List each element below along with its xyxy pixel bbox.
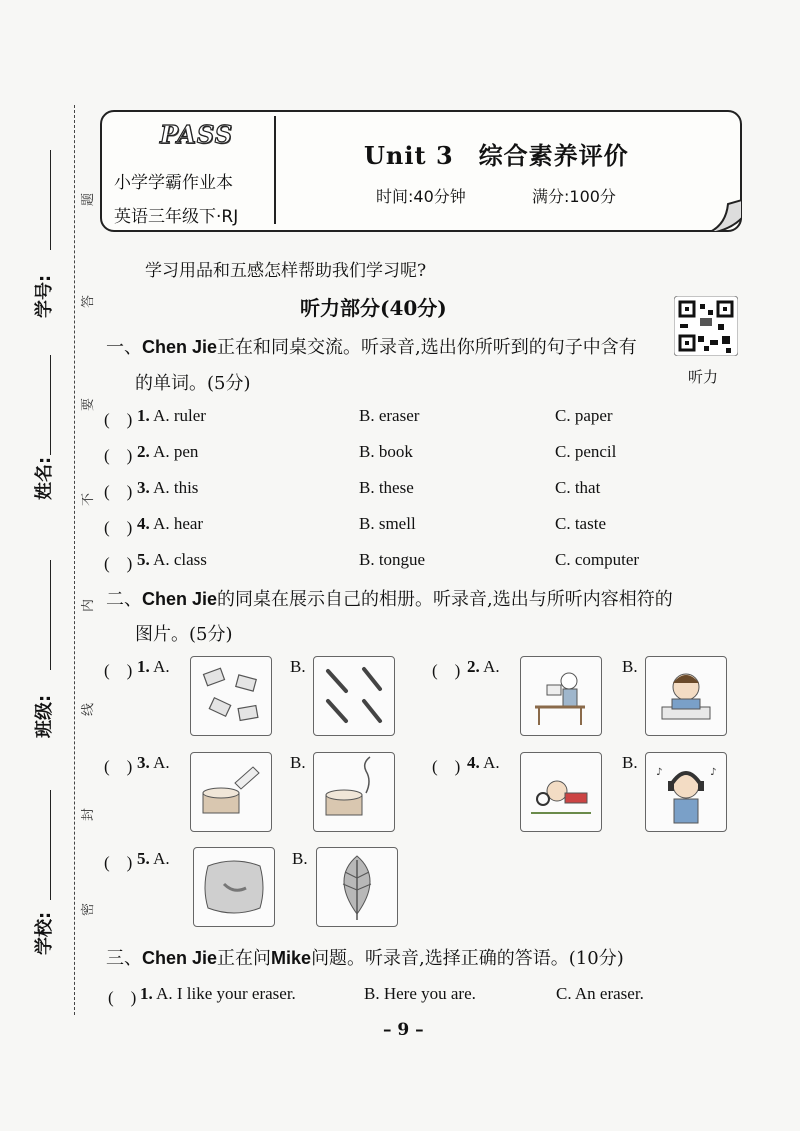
option-row-3	[137, 478, 198, 498]
boy-reading-picture[interactable]	[520, 656, 602, 736]
section1-name: Chen Jie	[142, 337, 218, 357]
page-curl-icon	[706, 198, 742, 232]
section3-name: Chen Jie	[142, 948, 218, 968]
section3-title	[106, 944, 624, 970]
listening-part-title: 听力部分(40分)	[300, 296, 447, 320]
seal-char: 要	[81, 397, 97, 412]
section3-number: 三、	[106, 948, 142, 969]
school-line	[50, 790, 51, 900]
option-c[interactable]: C. that	[555, 478, 601, 497]
section2-title	[106, 585, 673, 611]
option-row-2	[137, 442, 198, 462]
picture-question-4: 4. A.	[467, 753, 500, 772]
option-a: A. class	[153, 550, 207, 569]
section1-text: 正在和同桌交流。听录音,选出你所听到的句子中含有	[217, 337, 637, 358]
leaf-picture[interactable]	[316, 847, 398, 927]
page-title: Unit 3 综合素养评价	[364, 141, 629, 170]
option-a: A. this	[153, 478, 199, 497]
option-c[interactable]: C. computer	[555, 550, 640, 569]
dialog-question-1	[140, 984, 296, 1004]
option-row-1	[137, 406, 206, 426]
option-c[interactable]: C. paper	[555, 406, 613, 425]
boy-magnifier-picture[interactable]	[520, 752, 602, 832]
seal-char: 答	[81, 294, 97, 309]
qr-label: 听力	[688, 368, 719, 386]
choice-b-label: B.	[622, 657, 638, 676]
picture-question-1: 1. A.	[137, 657, 170, 676]
answer-blank[interactable]: ( )	[104, 482, 133, 501]
intro-question: 学习用品和五感怎样帮助我们学习呢?	[145, 261, 427, 281]
answer-blank[interactable]: ( )	[104, 661, 133, 680]
answer-blank[interactable]: ( )	[104, 853, 133, 872]
full-score: 满分:100分	[532, 187, 616, 206]
option-b[interactable]: B. tongue	[359, 550, 426, 569]
student-id-line	[50, 150, 51, 250]
choice-b-label: B.	[290, 753, 306, 772]
answer-blank[interactable]: ( )	[432, 757, 461, 776]
question-number: 1.	[137, 406, 150, 425]
question-number: 3.	[137, 478, 150, 497]
header-divider	[274, 116, 276, 224]
seal-char: 密	[81, 902, 97, 917]
cake-smell-picture[interactable]	[313, 752, 395, 832]
answer-blank[interactable]: ( )	[108, 988, 137, 1007]
section2-text: 的同桌在展示自己的相册。听录音,选出与所听内容相符的	[217, 589, 673, 610]
qr-code-icon[interactable]	[674, 296, 738, 356]
option-row-4	[137, 514, 203, 534]
pass-logo: PASS	[160, 120, 234, 149]
seal-char: 不	[81, 492, 97, 507]
picture-question-5: 5. A.	[137, 849, 170, 868]
svg-text:♪: ♪	[656, 767, 663, 778]
boy-writing-picture[interactable]	[645, 656, 727, 736]
picture-question-3: 3. A.	[137, 753, 170, 772]
seal-char: 封	[81, 807, 97, 822]
option-b[interactable]: B. these	[359, 478, 414, 497]
question-number: 5.	[137, 550, 150, 569]
option-b[interactable]: B. book	[359, 442, 413, 461]
section3-text: 正在问	[217, 948, 272, 969]
choice-b-label: B.	[290, 657, 306, 676]
question-number: 2.	[137, 442, 150, 461]
cake-taste-picture[interactable]	[190, 752, 272, 832]
section3-name-2: Mike	[271, 948, 312, 968]
class-label: 班级:	[34, 694, 55, 738]
series-name: 小学学霸作业本	[114, 173, 233, 193]
class-line	[50, 560, 51, 670]
student-id-label: 学号:	[34, 274, 55, 318]
option-row-5	[137, 550, 207, 570]
seal-char: 题	[81, 192, 97, 207]
choice-b-label: B.	[622, 753, 638, 772]
answer-blank[interactable]: ( )	[104, 410, 133, 429]
option-c[interactable]: C. An eraser.	[556, 984, 644, 1003]
question-number: 1.	[140, 984, 153, 1003]
answer-blank[interactable]: ( )	[432, 661, 461, 680]
choice-b-label: B.	[292, 849, 308, 868]
school-label: 学校:	[34, 911, 55, 955]
option-c[interactable]: C. taste	[555, 514, 606, 533]
option-a: A. pen	[153, 442, 199, 461]
section2-number: 二、	[106, 589, 142, 610]
name-label: 姓名:	[34, 456, 55, 500]
option-c[interactable]: C. pencil	[555, 442, 617, 461]
seal-char: 内	[81, 598, 97, 613]
section2-name: Chen Jie	[142, 589, 218, 609]
erasers-picture[interactable]	[190, 656, 272, 736]
section1-title-cont: 的单词。(5分)	[135, 373, 251, 394]
section3-text-2: 问题。听录音,选择正确的答语。(10分)	[311, 948, 624, 969]
option-b[interactable]: B. Here you are.	[364, 984, 476, 1003]
grade-label: 英语三年级下·RJ	[114, 207, 239, 227]
answer-blank[interactable]: ( )	[104, 554, 133, 573]
time-limit: 时间:40分钟	[376, 187, 466, 206]
section2-title-cont: 图片。(5分)	[135, 624, 233, 645]
page-number: – 9 –	[383, 1020, 424, 1040]
svg-text:♪: ♪	[710, 767, 717, 778]
seal-char: 线	[81, 702, 97, 717]
question-number: 4.	[137, 514, 150, 533]
answer-blank[interactable]: ( )	[104, 757, 133, 776]
pens-picture[interactable]	[313, 656, 395, 736]
section1-number: 一、	[106, 337, 142, 358]
picture-question-2: 2. A.	[467, 657, 500, 676]
option-b[interactable]: B. smell	[359, 514, 416, 533]
pillow-picture[interactable]	[193, 847, 275, 927]
answer-blank[interactable]: ( )	[104, 518, 133, 537]
answer-blank[interactable]: ( )	[104, 446, 133, 465]
header-box	[100, 110, 742, 232]
option-a: A. ruler	[153, 406, 206, 425]
option-a: A. I like your eraser.	[156, 984, 296, 1003]
option-b[interactable]: B. eraser	[359, 406, 420, 425]
section1-title	[106, 333, 637, 359]
option-a: A. hear	[153, 514, 204, 533]
boy-headphones-picture[interactable]	[645, 752, 727, 832]
binding-dashed-line	[74, 105, 75, 1015]
name-line	[50, 355, 51, 455]
